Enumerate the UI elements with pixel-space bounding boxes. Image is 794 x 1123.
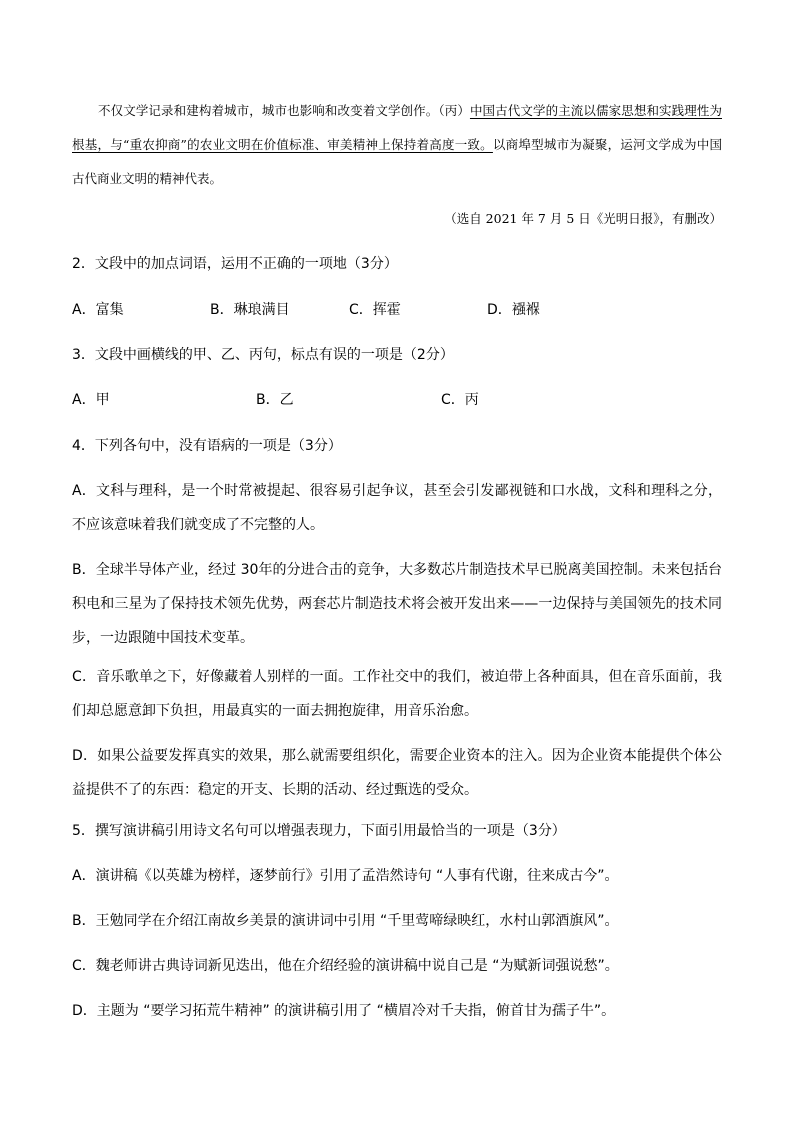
passage-paragraph (72, 94, 722, 196)
passage-tail: 以商埠型城市为凝聚，运河文学成为中国古代商业文明的精神代表。 (72, 137, 722, 186)
q2-option-c: C．挥霍 (349, 302, 401, 318)
q5-option-d: D．主题为 “要学习拓荒牛精神” 的演讲稿引用了 “横眉冷对千夫指，俯首甘为孺子牛”。 (72, 1003, 616, 1019)
underlined-sentence-bing: 中国古代文学的主流以儒家思想和实践理性为根基，与“重农抑商”的农业文明在价值标准、审美精神上保持着高度一致。 (72, 103, 722, 152)
q3-option-a: A．甲 (72, 392, 110, 408)
question-2-stem: 2．文段中的加点词语，运用不正确的一项地（3分） (72, 256, 398, 272)
q2-option-d: D．襁褓 (487, 302, 540, 318)
q4-option-b: B．全球半导体产业，经过 30年的分进合击的竞争，大多数芯片制造技术早已脱离美国控制。未来包括台积电和三星为了保持技术领先优势，两套芯片制造技术将会被开发出来——一边保持与美国领先的技术同步，一边跟随中国技术变革。 (72, 562, 722, 646)
q3-option-c: C．丙 (441, 392, 479, 408)
q4-option-a: A．文科与理科，是一个时常被提起、很容易引起争议，甚至会引发鄙视链和口水战，文科和理科之分，不应该意味着我们就变成了不完整的人。 (72, 483, 722, 533)
q2-option-a: A．富集 (72, 302, 124, 318)
question-3-stem: 3．文段中画横线的甲、乙、丙句，标点有误的一项是（2分） (72, 347, 454, 363)
passage-lead: 不仅文学记录和建构着城市，城市也影响和改变着文学创作。 (98, 103, 439, 118)
q5-option-c: C．魏老师讲古典诗词新见迭出，他在介绍经验的演讲稿中说自己是 “为赋新词强说愁”。 (72, 958, 619, 974)
q2-option-b: B．琳琅满目 (210, 302, 290, 318)
source-citation: （选自 2021 年 7 月 5 日《光明日报》，有删改） (444, 211, 722, 226)
q5-option-a: A．演讲稿《以英雄为榜样，逐梦前行》引用了孟浩然诗句 “人事有代谢，往来成古今”。 (72, 868, 619, 884)
q4-option-c: C．音乐歌单之下，好像藏着人别样的一面。工作社交中的我们，被迫带上各种面具，但在音乐面前，我们却总愿意卸下负担，用最真实的一面去拥抱旋律，用音乐治愈。 (72, 669, 722, 719)
q4-option-d: D．如果公益要发挥真实的效果，那么就需要组织化，需要企业资本的注入。因为企业资本能提供个体公益提供不了的东西：稳定的开支、长期的活动、经过甄选的受众。 (72, 748, 722, 798)
passage-marker: （丙） (438, 103, 470, 118)
question-4-stem: 4．下列各句中，没有语病的一项是（3分） (72, 438, 342, 454)
question-5-stem: 5．撰写演讲稿引用诗文名句可以增强表现力，下面引用最恰当的一项是（3分） (72, 823, 566, 839)
q5-option-b: B．王勉同学在介绍江南故乡美景的演讲词中引用 “千里莺啼绿映红，水村山郭酒旗风”。 (72, 913, 619, 929)
q3-option-b: B．乙 (256, 392, 294, 408)
